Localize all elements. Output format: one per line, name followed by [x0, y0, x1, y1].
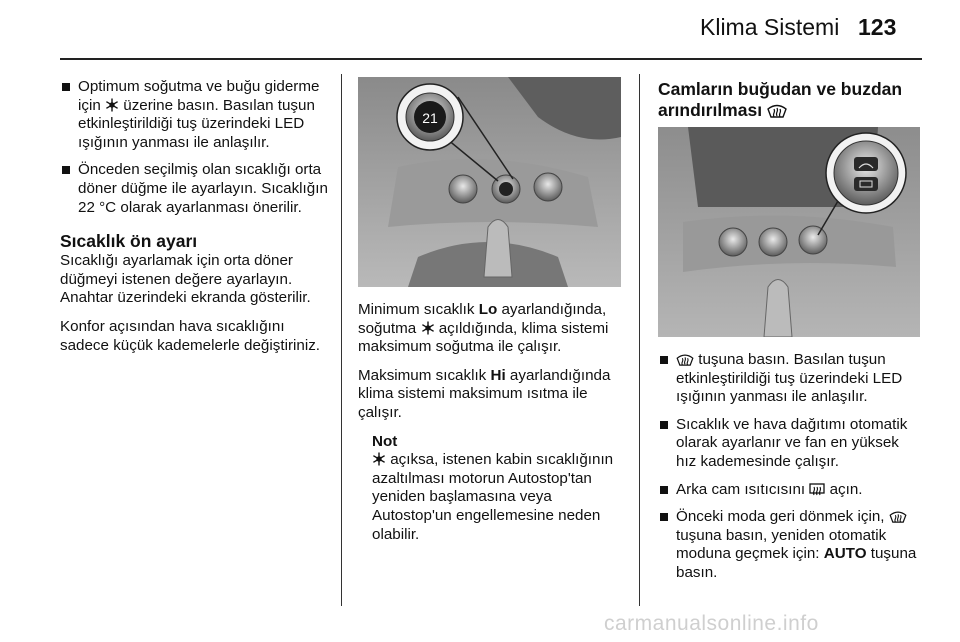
right-column [658, 351, 922, 592]
snowflake-icon [105, 98, 119, 112]
lo-label: Lo [478, 301, 498, 318]
header-rule [60, 58, 922, 60]
list-item: Arka cam ısıtıcısını açın. [658, 481, 922, 500]
column-divider-2 [639, 74, 640, 606]
console-photo-defrost [658, 127, 920, 337]
paragraph: Konfor açısından hava sıcaklığını sadece küçük kademelerle değiştiriniz. [60, 317, 321, 354]
bullet-text: Önceden seçilmiş olan sıcaklığı orta döner düğme ile ayarlayın. Sıcaklığın 22 °C olarak ayarlanması önerilir. [78, 161, 328, 216]
list-item: tuşuna basın. Basılan tuşun etkinleştirildiği tuş üzerindeki LED ışığının yanması ile anlaşılır. [658, 351, 922, 407]
snowflake-icon [372, 452, 386, 466]
list-item [60, 78, 332, 152]
defrost-icon [676, 353, 694, 366]
section-heading: Camların buğudan ve buzdan arındırılması [658, 79, 903, 120]
bullet-text: üzerine basın. Basılan tuşun etkinleştirildiği tuş üzerindeki LED ışığının yanması ile anlaşılır. [78, 96, 315, 151]
list-item: Sıcaklık ve hava dağıtımı otomatik olarak ayarlanır ve fan en yüksek hız kademesinde çalışır. [658, 416, 922, 472]
watermark: carmanualsonline.info [604, 612, 819, 635]
defrost-icon [767, 103, 787, 118]
note-block [358, 433, 628, 545]
temperature-display: 21 [422, 110, 438, 126]
page-header-title: Klima Sistemi [700, 14, 840, 40]
left-column [60, 78, 332, 365]
hi-label: Hi [490, 366, 506, 384]
middle-column [358, 301, 628, 544]
list-item [60, 161, 332, 217]
note-body: açıksa, istenen kabin sıcaklığının azaltılması motorun Autostop'tan yeniden başlamasına veya Autostop'un engellemesine neden olabilir. [372, 451, 614, 543]
note-title: Not [372, 432, 398, 450]
column-divider-1 [341, 74, 342, 606]
section-heading: Sıcaklık ön ayarı [60, 231, 198, 252]
paragraph: Maksimum sıcaklık Hi ayarlandığında klima sistemi maksimum ısıtma ile çalışır. [358, 366, 611, 421]
auto-label: AUTO [823, 545, 867, 563]
defrost-icon [889, 510, 907, 523]
right-column-heading [658, 79, 922, 121]
paragraph: Sıcaklığı ayarlamak için orta döner düğmeyi istenen değere ayarlayın. Anahtar üzerindeki ekranda gösterilir. [60, 252, 311, 307]
rear-defrost-icon [809, 483, 825, 496]
paragraph: Minimum sıcaklık Lo ayarlandığında, soğutma açıldığında, klima sistemi maksimum soğutma ile çalışır. [358, 301, 609, 356]
page-number: 123 [858, 14, 897, 40]
snowflake-icon [421, 321, 435, 335]
console-photo-temperature [358, 77, 621, 287]
bullet-text: Optimum soğutma ve buğu giderme için [78, 78, 320, 114]
list-item: Önceki moda geri dönmek için, tuşuna basın, yeniden otomatik moduna geçmek için: AUTO tuşuna basın. [658, 508, 922, 582]
